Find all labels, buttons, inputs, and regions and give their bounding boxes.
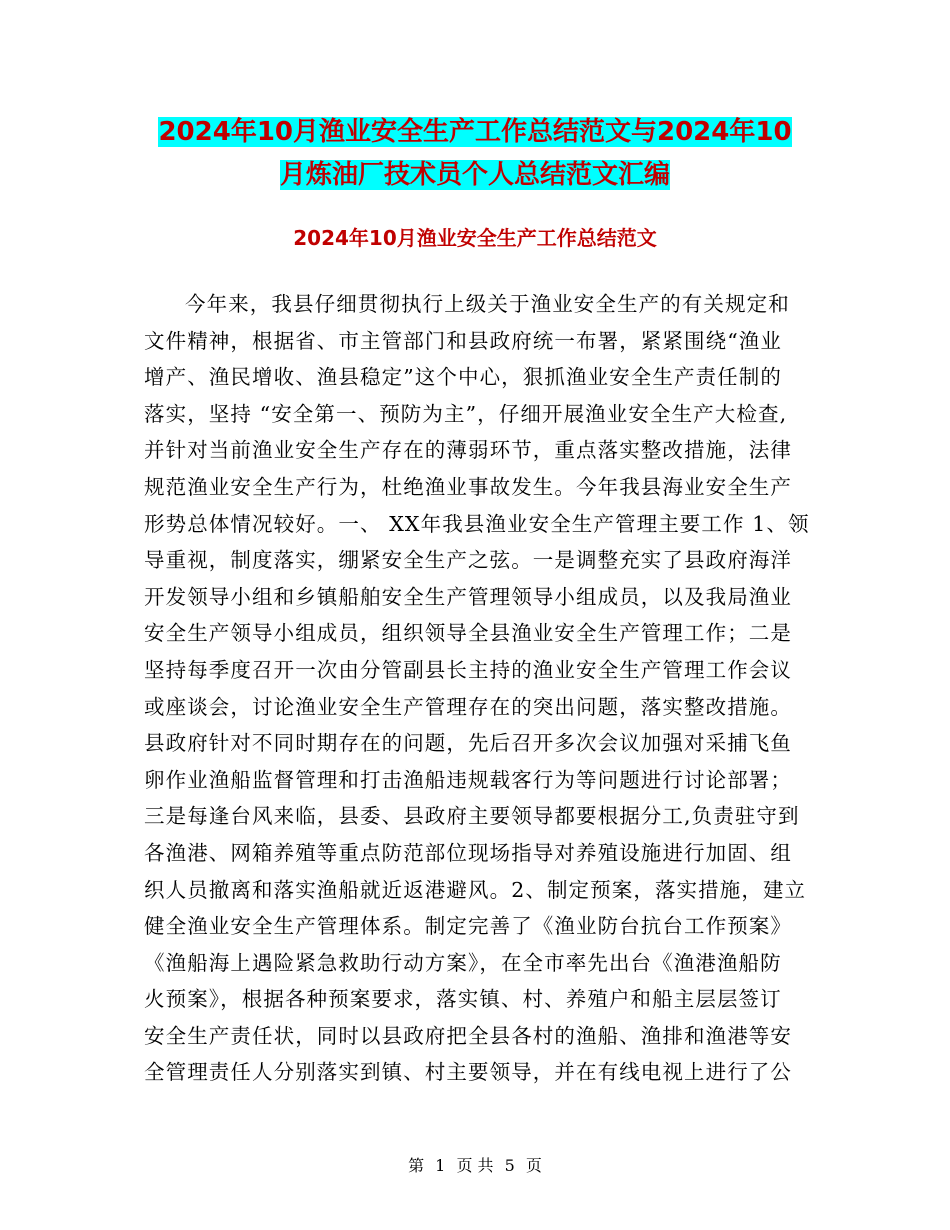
body-line: 规范渔业安全生产行为，杜绝渔业事故发生。今年我县海业安全生产 [144, 474, 792, 499]
footer-suffix: 页 [525, 1156, 542, 1175]
body-line: 三是每逢台风来临，县委、县政府主要领导都要根据分工,负责驻守到 [144, 804, 800, 829]
document-title-line-1 [0, 110, 950, 154]
section-title: 2024年10月渔业安全生产工作总结范文 [293, 226, 657, 250]
footer-mid: 页 共 [456, 1156, 494, 1175]
body-line: 坚持每季度召开一次由分管副县长主持的渔业安全生产管理工作会议 [144, 657, 792, 682]
body-line: 或座谈会，讨论渔业安全生产管理存在的突出问题，落实整改措施。 [144, 694, 792, 719]
body-line: 导重视，制度落实，绷紧安全生产之弦。一是调整充实了县政府海洋 [144, 548, 792, 573]
body-line: 今年来，我县仔细贯彻执行上级关于渔业安全生产的有关规定和 [185, 292, 790, 316]
body-line: 《渔船海上遇险紧急救助行动方案》，在全市率先出台《渔港渔船防 [144, 950, 782, 975]
title-highlight-1: 2024年10月渔业安全生产工作总结范文与2024年10 [158, 117, 792, 147]
body-line: 各渔港、网箱养殖等重点防范部位现场指导对养殖设施进行加固、组 [144, 840, 792, 865]
document-title-line-2 [0, 153, 950, 197]
body-paragraph [144, 286, 824, 1091]
body-line: 并针对当前渔业安全生产存在的薄弱环节，重点落实整改措施，法律 [144, 438, 792, 463]
body-line: 开发领导小组和乡镇船舶安全生产管理领导小组成员，以及我局渔业 [144, 584, 792, 609]
body-line: 健全渔业安全生产管理体系。制定完善了《渔业防台抗台工作预案》 [144, 914, 792, 939]
footer-page-total: 5 [504, 1156, 515, 1175]
body-line: 织人员撤离和落实渔船就近返港避风。2、制定预案，落实措施，建立 [144, 877, 807, 902]
body-line: 增产、渔民增收、渔县稳定”这个中心，狠抓渔业安全生产责任制的 [144, 365, 782, 390]
body-line: 安全生产责任状，同时以县政府把全县各村的渔船、渔排和渔港等安 [144, 1023, 792, 1048]
footer-prefix: 第 [408, 1156, 425, 1175]
body-line: 落实，坚持 “安全第一、预防为主”，仔细开展渔业安全生产大检查, [144, 401, 788, 426]
body-line: 形势总体情况较好。一、 XX年我县渔业安全生产管理主要工作 1、领 [144, 511, 810, 536]
footer-page-number: 1 [435, 1156, 446, 1175]
body-line: 卵作业渔船监督管理和打击渔船违规载客行为等问题进行讨论部署； [144, 767, 792, 792]
body-line: 火预案》，根据各种预案要求，落实镇、村、养殖户和船主层层签订 [144, 987, 782, 1012]
body-line: 县政府针对不同时期存在的问题，先后召开多次会议加强对采捕飞鱼 [144, 731, 792, 756]
body-line: 安全生产领导小组成员，组织领导全县渔业安全生产管理工作；二是 [144, 621, 792, 646]
title-highlight-2: 月炼油厂技术员个人总结范文汇编 [279, 160, 670, 190]
body-line: 文件精神，根据省、市主管部门和县政府统一布署，紧紧围绕“渔业 [144, 328, 782, 353]
body-line: 全管理责任人分别落实到镇、村主要领导，并在有线电视上进行了公 [144, 1060, 792, 1085]
page-footer [0, 1154, 950, 1178]
